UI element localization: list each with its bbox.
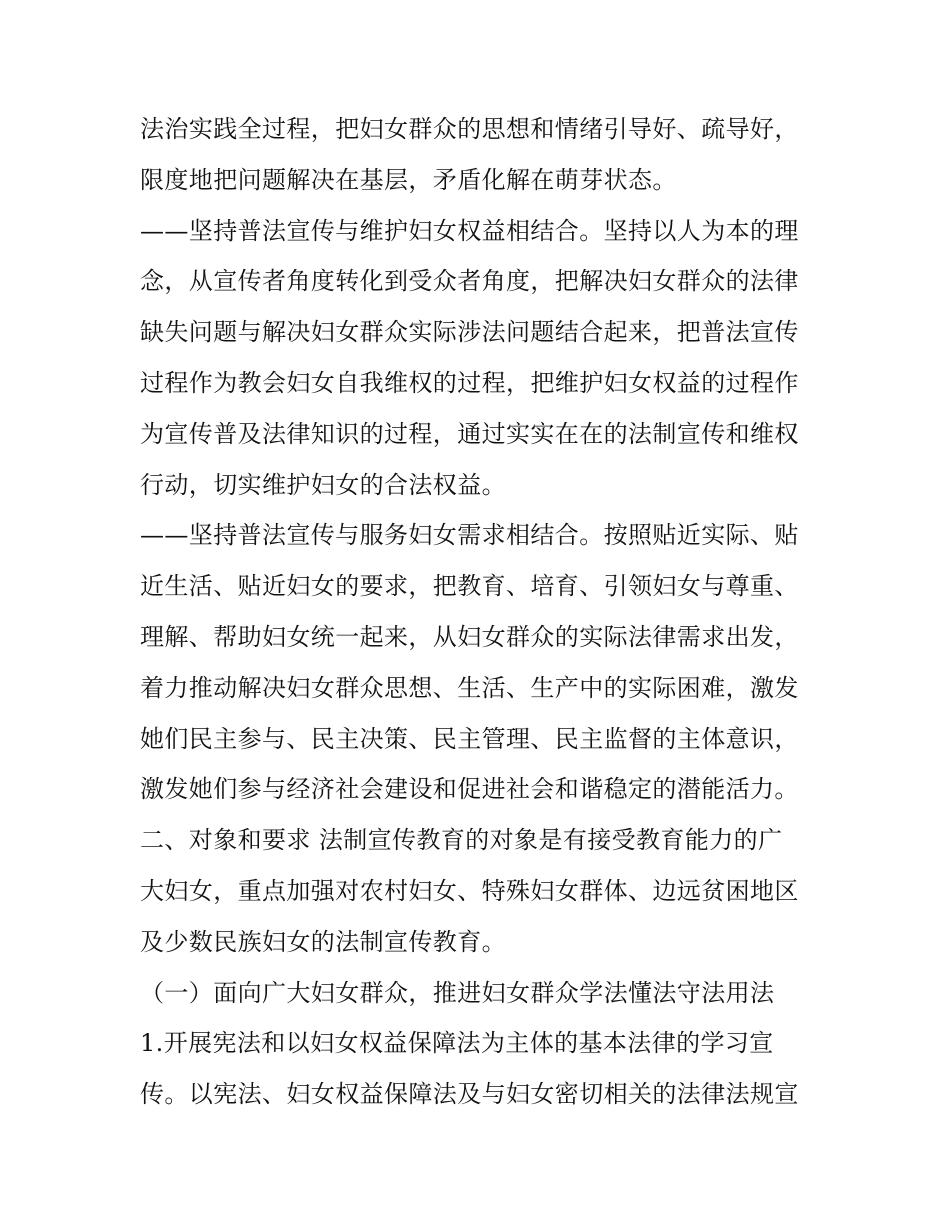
text-line: 缺失问题与解决妇女群众实际涉法问题结合起来，把普法宣传	[140, 318, 799, 347]
text-line: 理解、帮助妇女统一起来，从妇女群众的实际法律需求出发，	[140, 622, 799, 651]
text-line: 法治实践全过程，把妇女群众的思想和情绪引导好、疏导好，	[140, 115, 799, 143]
text-line: 大妇女，重点加强对农村妇女、特殊妇女群体、边远贫困地区	[140, 876, 799, 905]
text-line: 念，从宣传者角度转化到受众者角度，把解决妇女群众的法律	[140, 267, 799, 296]
text-line: 近生活、贴近妇女的要求，把教育、培育、引领妇女与尊重、	[140, 572, 799, 601]
subsection-heading-line: （一）面向广大妇女群众，推进妇女群众学法懂法守法用法	[140, 978, 775, 1007]
text-line: 行动，切实维护妇女的合法权益。	[140, 470, 506, 499]
text-line: ——坚持普法宣传与维护妇女权益相结合。坚持以人为本的理	[140, 216, 799, 245]
text-line: 激发她们参与经济社会建设和促进社会和谐稳定的潜能活力。	[140, 775, 799, 804]
text-line: 为宣传普及法律知识的过程，通过实实在在的法制宣传和维权	[140, 419, 799, 448]
text-line: 过程作为教会妇女自我维权的过程，把维护妇女权益的过程作	[140, 368, 799, 397]
text-line: 及少数民族妇女的法制宣传教育。	[140, 927, 506, 956]
section-heading-line: 二、对象和要求 法制宣传教育的对象是有接受教育能力的广	[140, 826, 783, 855]
text-line: 限度地把问题解决在基层，矛盾化解在萌芽状态。	[140, 165, 677, 194]
text-line: 传。以宪法、妇女权益保障法及与妇女密切相关的法律法规宣	[140, 1080, 799, 1109]
body-text	[140, 104, 830, 1120]
text-line: ——坚持普法宣传与服务妇女需求相结合。按照贴近实际、贴	[140, 521, 799, 550]
text-line: 1.开展宪法和以妇女权益保障法为主体的基本法律的学习宣	[140, 1029, 774, 1058]
text-line: 着力推动解决妇女群众思想、生活、生产中的实际困难，激发	[140, 673, 799, 702]
text-line: 她们民主参与、民主决策、民主管理、民主监督的主体意识，	[140, 724, 799, 753]
